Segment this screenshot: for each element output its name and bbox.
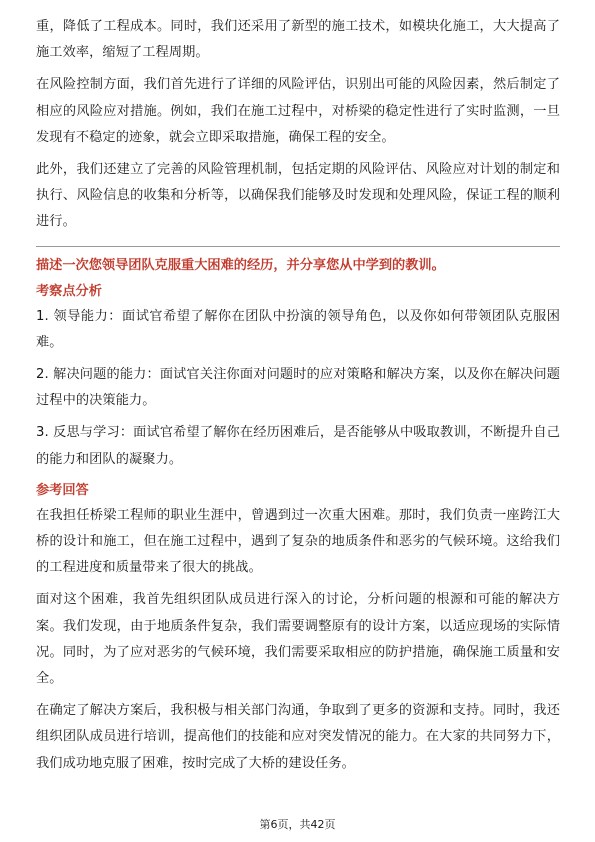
answer-paragraph-2: 面对这个困难，我首先组织团队成员进行深入的讨论，分析问题的根源和可能的解决方案。我们发现，由于地质条件复杂，我们需要调整原有的设计方案，以适应现场的实际情况。同时，为了应对恶劣的气候环境，我们需要采取相应的防护措施，确保施工质量和安全。 bbox=[36, 592, 560, 687]
answer-paragraph-3: 在确定了解决方案后，我积极与相关部门沟通，争取到了更多的资源和支持。同时，我还组织团队成员进行培训，提高他们的技能和应对突发情况的能力。在大家的共同努力下，我们成功地克服了困难，按时完成了大桥的建设任务。 bbox=[36, 703, 560, 771]
answer-heading: 参考回答 bbox=[36, 482, 89, 498]
intro-paragraph-3: 此外，我们还建立了完善的风险管理机制，包括定期的风险评估、风险应对计划的制定和执行、风险信息的收集和分析等，以确保我们能够及时发现和处理风险，保证工程的顺利进行。 bbox=[36, 162, 560, 230]
answer-paragraph-1: 在我担任桥梁工程师的职业生涯中，曾遇到过一次重大困难。那时，我们负责一座跨江大桥的设计和施工，但在施工过程中，遇到了复杂的地质条件和恶劣的气候环境。这给我们的工程进度和质量带来了很大的挑战。 bbox=[36, 507, 560, 576]
document-page bbox=[36, 14, 560, 783]
analysis-heading: 考察点分析 bbox=[36, 283, 102, 299]
analysis-point-2: 2. 解决问题的能力：面试官关注你面对问题时的应对策略和解决方案，以及你在解决问题过程中的决策能力。 bbox=[36, 367, 560, 409]
intro-paragraph-1: 重，降低了工程成本。同时，我们还采用了新型的施工技术，如模块化施工，大大提高了施工效率，缩短了工程周期。 bbox=[36, 19, 560, 61]
interview-question: 描述一次您领导团队克服重大困难的经历，并分享您从中学到的教训。 bbox=[36, 257, 445, 273]
analysis-point-1: 1. 领导能力：面试官希望了解你在团队中扮演的领导角色，以及你如何带领团队克服困难。 bbox=[36, 308, 560, 350]
section-divider bbox=[36, 246, 560, 247]
page-number-footer: 第6页，共42页 bbox=[259, 818, 336, 831]
analysis-point-3: 3. 反思与学习：面试官希望了解你在经历困难后，是否能够从中吸取教训，不断提升自己的能力和团队的凝聚力。 bbox=[36, 425, 560, 467]
intro-paragraph-2: 在风险控制方面，我们首先进行了详细的风险评估，识别出可能的风险因素，然后制定了相应的风险应对措施。例如，我们在施工过程中，对桥梁的稳定性进行了实时监测，一旦发现有不稳定的迹象，就会立即采取措施，确保工程的安全。 bbox=[36, 77, 560, 145]
